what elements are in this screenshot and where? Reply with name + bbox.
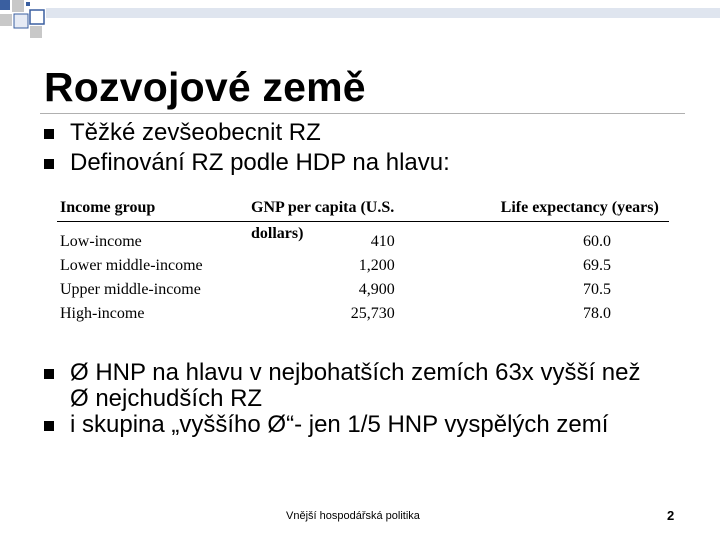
cell-gnp: 4,900 <box>358 281 395 298</box>
bullet-item <box>44 120 650 146</box>
title-divider <box>40 113 685 114</box>
income-table <box>57 195 669 326</box>
bullet-list-bottom <box>44 360 650 438</box>
header-life-expectancy: Life expectancy (years) <box>500 199 659 216</box>
table-row <box>57 278 669 302</box>
table-body <box>57 222 669 326</box>
slide-decoration <box>0 0 720 40</box>
slide-title: Rozvojové země <box>44 64 366 110</box>
bullet-item <box>44 412 650 438</box>
square-bullet-icon <box>44 369 54 379</box>
cell-life-expectancy: 78.0 <box>583 305 611 322</box>
bullet-list-top <box>44 120 650 180</box>
bullet-text: Definování RZ podle HDP na hlavu: <box>70 149 450 176</box>
bullet-text: i skupina „vyššího Ø“- jen 1/5 HNP vyspělých zemí <box>70 411 609 438</box>
bullet-text: Těžké zevšeobecnit RZ <box>70 119 321 146</box>
slide-footer: Vnější hospodářská politika <box>286 510 420 522</box>
cell-income-group: Low-income <box>60 233 142 250</box>
bullet-text: Ø HNP na hlavu v nejbohatších zemích 63x vyšší než Ø nejchudších RZ <box>70 359 641 412</box>
cell-income-group: Upper middle-income <box>60 281 201 298</box>
header-income-group: Income group <box>60 199 156 216</box>
cell-life-expectancy: 69.5 <box>583 257 611 274</box>
cell-life-expectancy: 60.0 <box>583 233 611 250</box>
square-bullet-icon <box>44 129 54 139</box>
header-gnp: GNP per capita (U.S. dollars) <box>251 199 395 242</box>
bullet-item <box>44 360 650 412</box>
table-row <box>57 302 669 326</box>
square-bullet-icon <box>44 159 54 169</box>
cell-gnp: 25,730 <box>350 305 395 322</box>
cell-income-group: High-income <box>60 305 145 322</box>
square-bullet-icon <box>44 421 54 431</box>
cell-life-expectancy: 70.5 <box>583 281 611 298</box>
cell-gnp: 1,200 <box>358 257 395 274</box>
table-row <box>57 230 669 254</box>
table-row <box>57 254 669 278</box>
cell-income-group: Lower middle-income <box>60 257 203 274</box>
page-number: 2 <box>667 508 675 523</box>
bullet-item <box>44 150 650 176</box>
cell-gnp: 410 <box>370 233 395 250</box>
